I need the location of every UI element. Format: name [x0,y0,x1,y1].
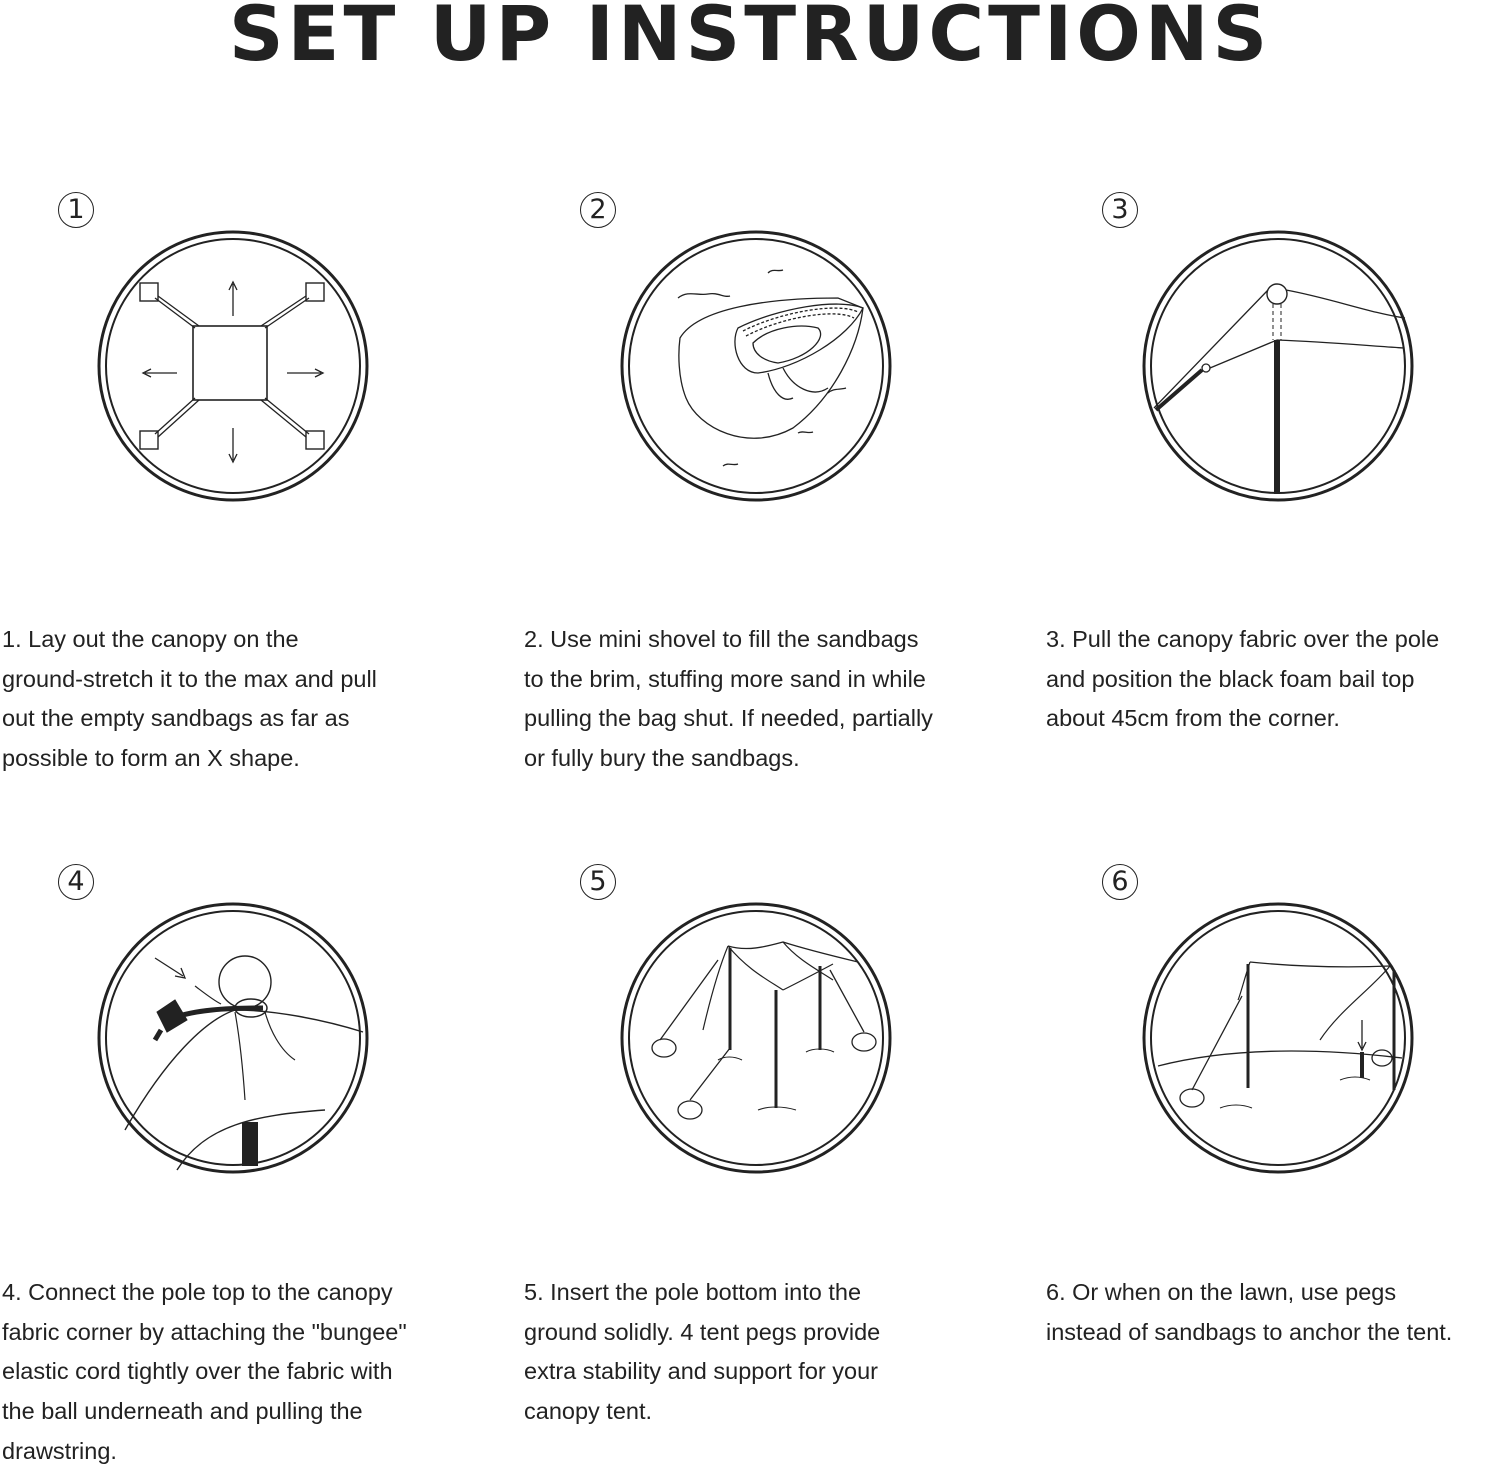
step-6-number-badge: 6 [1102,864,1138,900]
step-1-description: 1. Lay out the canopy on the ground-stretch it to the max and pull out the empty sandbags as far as possible to form an X shape. [2,626,377,772]
canopy-layout-illustration [95,228,371,504]
pole-fabric-illustration [1140,228,1416,504]
step-3-number-badge: 3 [1102,192,1138,228]
step-5-description: 5. Insert the pole bottom into the ground solidly. 4 tent pegs provide extra stability and support for your canopy tent. [524,1279,881,1425]
lawn-pegs-illustration [1140,900,1416,1176]
step-3-description: 3. Pull the canopy fabric over the pole and position the black foam bail top about 45cm from the corner. [1046,626,1440,732]
bungee-cord-illustration [95,900,371,1176]
step-5-number-badge: 5 [580,864,616,900]
sandbag-filling-illustration [618,228,894,504]
step-6-description: 6. Or when on the lawn, use pegs instead of sandbags to anchor the tent. [1046,1279,1453,1345]
step-2-number-badge: 2 [580,192,616,228]
page-title: SET UP INSTRUCTIONS [228,0,1272,78]
step-4-number-badge: 4 [58,864,94,900]
pole-insertion-illustration [618,900,894,1176]
step-2-description: 2. Use mini shovel to fill the sandbags to the brim, stuffing more sand in while pulling the bag shut. If needed, partially or fully bury the sandbags. [524,626,933,772]
step-4-description: 4. Connect the pole top to the canopy fabric corner by attaching the "bungee" elastic cord tightly over the fabric with the ball underneath and pulling the drawstring. [2,1279,407,1464]
step-1-number-badge: 1 [58,192,94,228]
